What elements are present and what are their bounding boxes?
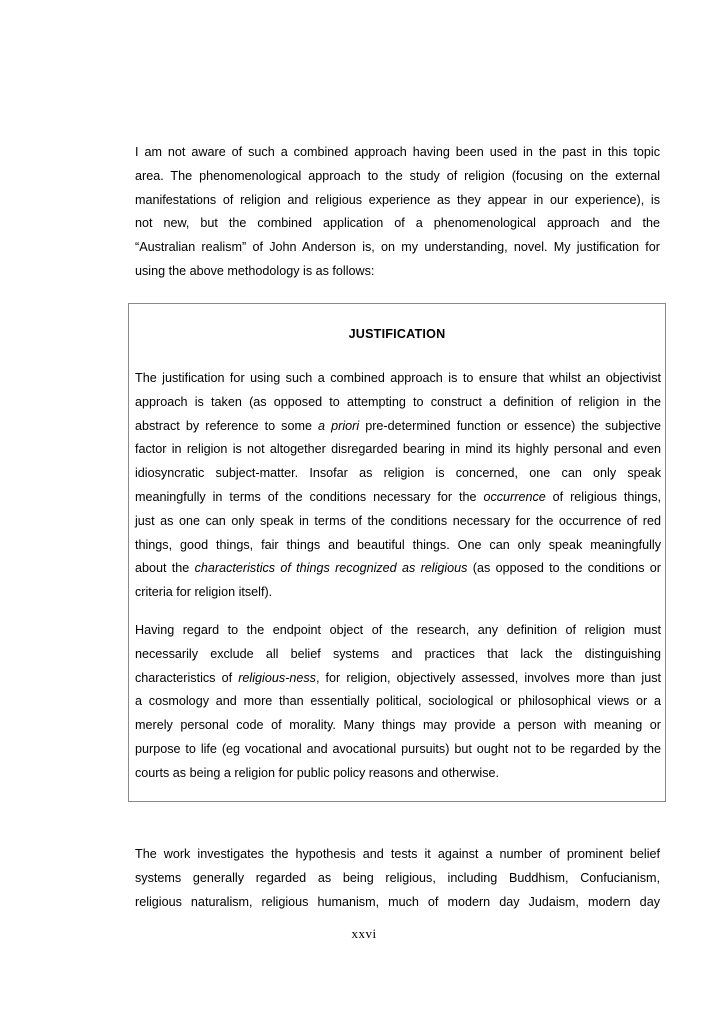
- justification-line: about the characteristics of things recognized as religious (as opposed to the conditions or: [135, 561, 661, 576]
- justification-paragraph-2: [135, 619, 661, 786]
- justification-line: approach is taken (as opposed to attempting to construct a definition of religion in the: [135, 394, 661, 409]
- intro-line: I am not aware of such a combined approach having been used in the past in this topic: [135, 145, 660, 159]
- intro-line: area. The phenomenological approach to the study of religion (focusing on the external: [135, 168, 660, 183]
- italic-characteristics: characteristics of things recognized as religious: [194, 561, 468, 576]
- justification-line: just as one can only speak in terms of the conditions necessary for the occurrence of red: [135, 513, 661, 528]
- intro-paragraph: [135, 141, 660, 284]
- intro-line: manifestations of religion and religious experience as they appear in our experience), is: [135, 192, 660, 207]
- justification-line: Having regard to the endpoint object of the research, any definition of religion must: [135, 623, 661, 637]
- justification-line: abstract by reference to some a priori pre-determined function or essence) the subjective: [135, 418, 661, 433]
- justification-line: purpose to life (eg vocational and avocational pursuits) but ought not to be regarded by the: [135, 741, 661, 756]
- justification-line: a cosmology and more than essentially political, sociological or philosophical views or a: [135, 694, 661, 709]
- intro-line: not new, but the combined application of a phenomenological approach and the: [135, 216, 660, 231]
- justification-line: necessarily exclude all belief systems and practices that lack the distinguishing: [135, 646, 661, 661]
- justification-title: JUSTIFICATION: [348, 327, 446, 341]
- intro-line: “Australian realism” of John Anderson is, on my understanding, novel. My justification for: [135, 240, 660, 255]
- italic-occurrence: occurrence: [483, 489, 546, 504]
- justification-line: courts as being a religion for public policy reasons and otherwise.: [135, 765, 500, 780]
- justification-line: characteristics of religious-ness, for religion, objectively assessed, involves more than just: [135, 670, 662, 685]
- justification-box: [128, 303, 666, 802]
- intro-line: using the above methodology is as follows:: [135, 263, 375, 278]
- justification-paragraph-1: [135, 367, 661, 605]
- italic-religious-ness: religious-ness: [238, 670, 316, 685]
- closing-line: religious naturalism, religious humanism, much of modern day Judaism, modern day: [135, 894, 660, 909]
- closing-line: The work investigates the hypothesis and tests it against a number of prominent belief: [135, 847, 660, 861]
- justification-line: merely personal code of morality. Many things may provide a person with meaning or: [135, 718, 661, 733]
- closing-line: systems generally regarded as being religious, including Buddhism, Confucianism,: [135, 870, 660, 885]
- page-number: xxvi: [351, 926, 377, 941]
- justification-line: idiosyncratic subject-matter. Insofar as religion is concerned, one can only speak: [135, 466, 661, 481]
- justification-line: things, good things, fair things and beautiful things. One can only speak meaningfully: [135, 537, 661, 552]
- closing-paragraph: [135, 843, 660, 914]
- justification-line: factor in religion is not altogether disregarded bearing in mind its highly personal and even: [135, 442, 661, 457]
- justification-line: The justification for using such a combined approach is to ensure that whilst an objectivist: [135, 371, 661, 385]
- justification-line: criteria for religion itself).: [135, 585, 273, 600]
- italic-a-priori: a priori: [318, 418, 360, 433]
- justification-line: meaningfully in terms of the conditions necessary for the occurrence of religious things,: [135, 489, 661, 504]
